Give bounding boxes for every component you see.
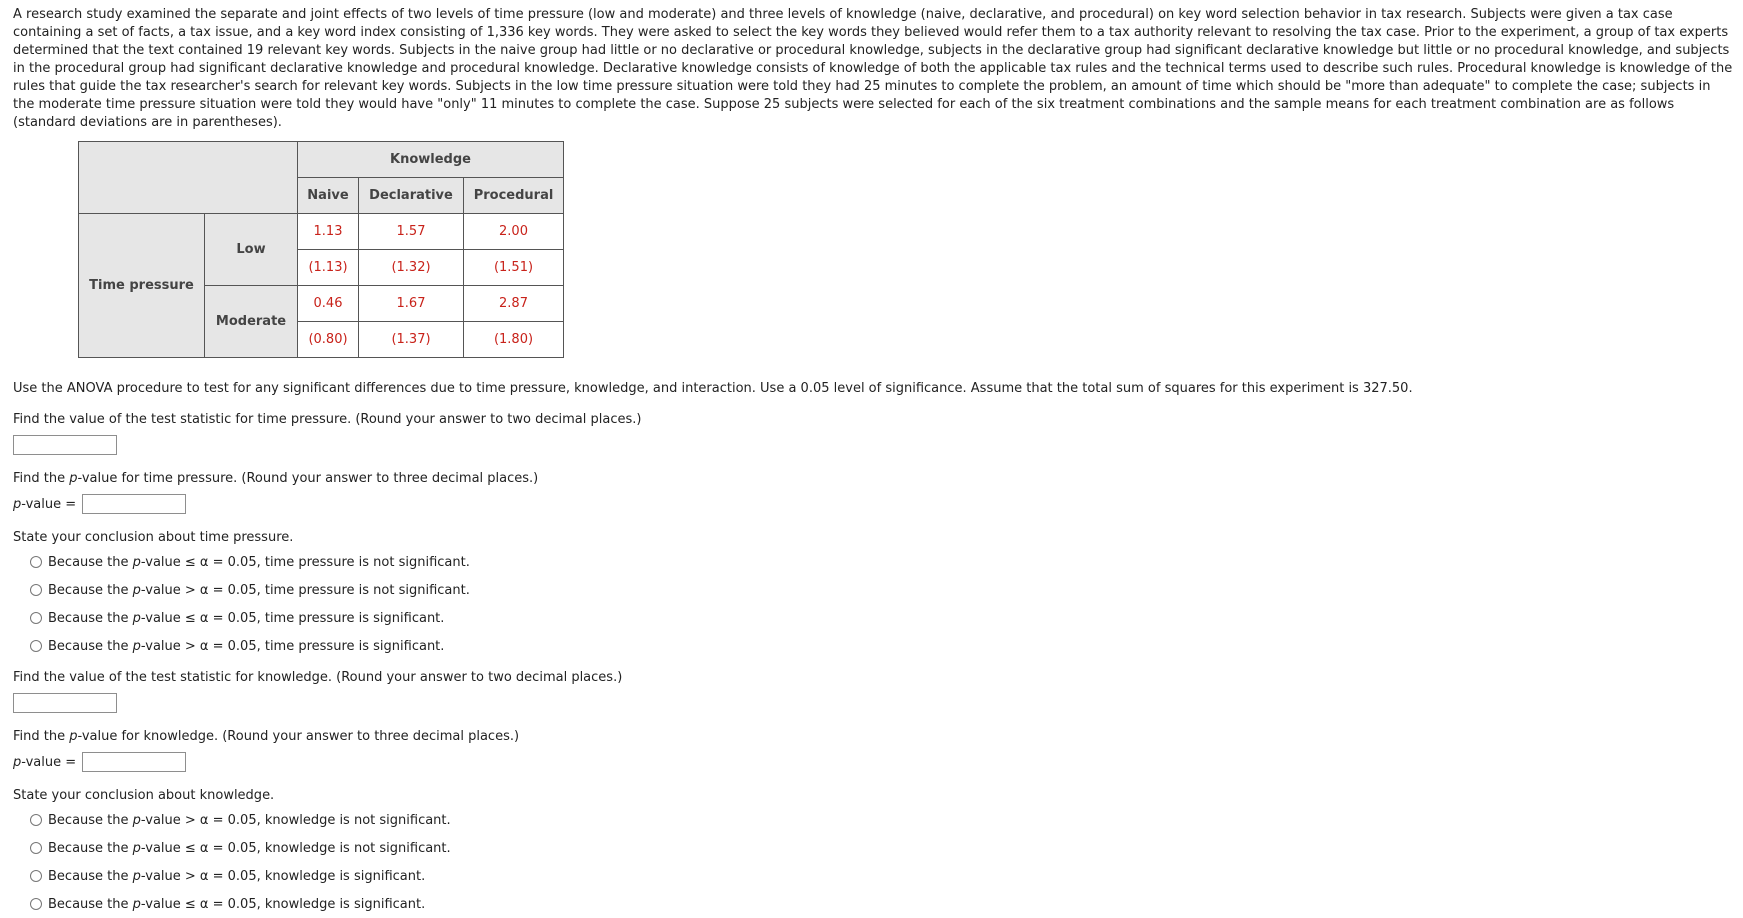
cell-mean: 0.46 <box>298 286 359 322</box>
radio-button[interactable] <box>30 870 42 882</box>
radio-button[interactable] <box>30 612 42 624</box>
cell-mean: 1.57 <box>359 214 464 250</box>
anova-instructions: Use the ANOVA procedure to test for any significant differences due to time pressure, knowledge, and interaction. Use a 0.05 level of significance. Assume that the total sum of squares for this experiment is 327.50. <box>13 381 1413 396</box>
row-label-moderate: Moderate <box>205 286 298 358</box>
cell-mean: 1.67 <box>359 286 464 322</box>
time-pvalue-input[interactable] <box>82 494 186 514</box>
knowledge-conclusion-option[interactable]: Because the p-value > α = 0.05, knowledge is not significant. <box>13 806 451 834</box>
knowledge-statistic-input[interactable] <box>13 693 117 713</box>
cell-sd: (1.51) <box>464 250 564 286</box>
cell-sd: (1.32) <box>359 250 464 286</box>
time-conclusion-option[interactable]: Because the p-value ≤ α = 0.05, time pressure is not significant. <box>13 548 470 576</box>
means-table <box>78 141 564 358</box>
time-conclusion-option[interactable]: Because the p-value > α = 0.05, time pressure is significant. <box>13 632 470 660</box>
radio-button[interactable] <box>30 584 42 596</box>
question-time-pvalue: Find the p-value for time pressure. (Round your answer to three decimal places.) <box>13 471 539 486</box>
cell-mean: 2.00 <box>464 214 564 250</box>
radio-button[interactable] <box>30 556 42 568</box>
question-knowledge-statistic: Find the value of the test statistic for knowledge. (Round your answer to two decimal places.) <box>13 670 623 685</box>
col-header-declarative: Declarative <box>359 178 464 214</box>
cell-sd: (0.80) <box>298 322 359 358</box>
question-time-statistic: Find the value of the test statistic for time pressure. (Round your answer to two decimal places.) <box>13 412 642 427</box>
table-corner <box>79 142 298 214</box>
problem-intro: A research study examined the separate and joint effects of two levels of time pressure (low and moderate) and three levels of knowledge (naive, declarative, and procedural) on key word selection behavior in tax research. Subjects were given a tax case containing a set of facts, a tax issue, and a key word index consisting of 1,336 key words. They were asked to select the key words they believed would refer them to a tax authority relevant to resolving the tax case. Prior to the experiment, a group of tax experts determined that the text contained 19 relevant key words. Subjects in the naive group had little or no declarative or procedural knowledge, subjects in the declarative group had significant declarative knowledge but little or no procedural knowledge, and subjects in the procedural group had significant declarative knowledge and procedural knowledge. Declarative knowledge consists of knowledge of both the applicable tax rules and the technical terms used to describe such rules. Procedural knowledge is knowledge of the rules that guide the tax researcher's search for relevant key words. Subjects in the low time pressure situation were told they had 25 minutes to complete the problem, an amount of time which should be "more than adequate" to complete the case; subjects in the moderate time pressure situation were told they would have "only" 11 minutes to complete the case. Suppose 25 subjects were selected for each of the six treatment combinations and the sample means for each treatment combination are as follows (standard deviations are in parentheses). <box>13 7 1733 130</box>
cell-sd: (1.37) <box>359 322 464 358</box>
radio-button[interactable] <box>30 842 42 854</box>
col-header-naive: Naive <box>298 178 359 214</box>
cell-mean: 2.87 <box>464 286 564 322</box>
col-header-procedural: Procedural <box>464 178 564 214</box>
question-knowledge-conclusion: State your conclusion about knowledge. <box>13 788 275 803</box>
radio-button[interactable] <box>30 814 42 826</box>
row-label-low: Low <box>205 214 298 286</box>
knowledge-pvalue-input[interactable] <box>82 752 186 772</box>
radio-button[interactable] <box>30 640 42 652</box>
time-conclusion-option[interactable]: Because the p-value > α = 0.05, time pressure is not significant. <box>13 576 470 604</box>
question-time-conclusion: State your conclusion about time pressure. <box>13 530 294 545</box>
knowledge-conclusion-option[interactable]: Because the p-value ≤ α = 0.05, knowledge is significant. <box>13 890 451 918</box>
knowledge-header: Knowledge <box>298 142 564 178</box>
time-pressure-label: Time pressure <box>79 214 205 358</box>
knowledge-conclusion-option[interactable]: Because the p-value > α = 0.05, knowledge is significant. <box>13 862 451 890</box>
time-pvalue-label: p-value = <box>13 496 77 512</box>
knowledge-conclusion-option[interactable]: Because the p-value ≤ α = 0.05, knowledge is not significant. <box>13 834 451 862</box>
knowledge-pvalue-label: p-value = <box>13 754 77 770</box>
radio-button[interactable] <box>30 898 42 910</box>
time-statistic-input[interactable] <box>13 435 117 455</box>
cell-mean: 1.13 <box>298 214 359 250</box>
time-conclusion-option[interactable]: Because the p-value ≤ α = 0.05, time pressure is significant. <box>13 604 470 632</box>
question-knowledge-pvalue: Find the p-value for knowledge. (Round your answer to three decimal places.) <box>13 729 520 744</box>
cell-sd: (1.13) <box>298 250 359 286</box>
cell-sd: (1.80) <box>464 322 564 358</box>
